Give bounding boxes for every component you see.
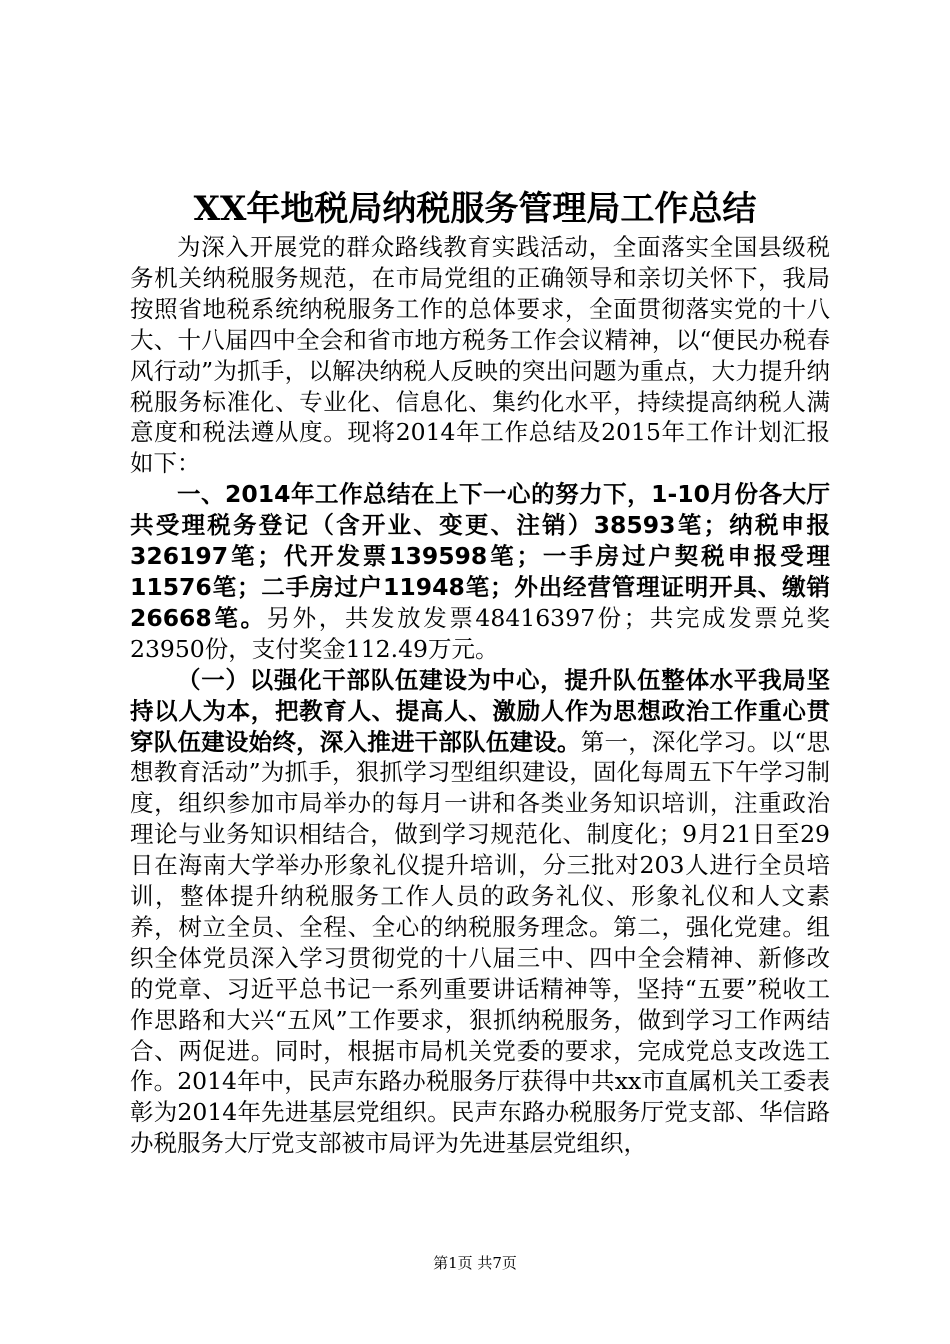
document-title: XX年地税局纳税服务管理局工作总结 xyxy=(193,189,757,229)
paragraph-subsection-one xyxy=(130,665,830,1160)
paragraph-intro: 为深入开展党的群众路线教育实践活动，全面落实全国县级税务机关纳税服务规范，在市局党组的正确领导和亲切关怀下，我局按照省地税系统纳税服务工作的总体要求，全面贯彻落实党的十八大、十八届四中全会和省市地方税务工作会议精神，以“便民办税春风行动”为抓手，以解决纳税人反映的突出问题为重点，大力提升纳税服务标准化、专业化、信息化、集约化水平，持续提高纳税人满意度和税法遵从度。现将2014年工作总结及2015年工作计划汇报如下： xyxy=(130,233,830,478)
document-body xyxy=(130,232,830,1159)
section-one-heading: 一、2014年工作总结在上下一心的努力下，1-10月份各大厅共受理税务登记（含开业、变更、注销）38593笔；纳税申报326197笔；代开发票139598笔；一手房过户契税申报受理11576笔；二手房过户11948笔；外出经营管理证明开具、缴销26668笔。 xyxy=(130,480,830,632)
subsection-one-text: 第一，深化学习。以“思想教育活动”为抓手，狠抓学习型组织建设，固化每周五下午学习制度，组织参加市局举办的每月一讲和各类业务知识培训，注重政治理论与业务知识相结合，做到学习规范化、制度化；9月21日至29日在海南大学举办形象礼仪提升培训，分三批对203人进行全员培训，整体提升纳税服务工作人员的政务礼仪、形象礼仪和人文素养，树立全员、全程、全心的纳税服务理念。第二，强化党建。组织全体党员深入学习贯彻党的十八届三中、四中全会精神、新修改的党章、习近平总书记一系列重要讲话精神等，坚持“五要”税收工作思路和大兴“五风”工作要求，狠抓纳税服务，做到学习工作两结合、两促进。同时，根据市局机关党委的要求，完成党总支改选工作。2014年中，民声东路办税服务厅获得中共xx市直属机关工委表彰为2014年先进基层党组织。民声东路办税服务厅党支部、华信路办税服务大厅党支部被市局评为先进基层党组织， xyxy=(130,727,830,1158)
page-number-footer: 第1页 共7页 xyxy=(433,1254,517,1272)
section-one-text: 另外，共发放发票48416397份；共完成发票兑奖23950份，支付奖金112.49万元。 xyxy=(130,603,830,663)
subsection-one-heading: （一）以强化干部队伍建设为中心，提升队伍整体水平我局坚持以人为本，把教育人、提高人、激励人作为思想政治工作重心贯穿队伍建设始终，深入推进干部队伍建设。 xyxy=(130,665,830,756)
paragraph-section-one xyxy=(130,479,830,664)
